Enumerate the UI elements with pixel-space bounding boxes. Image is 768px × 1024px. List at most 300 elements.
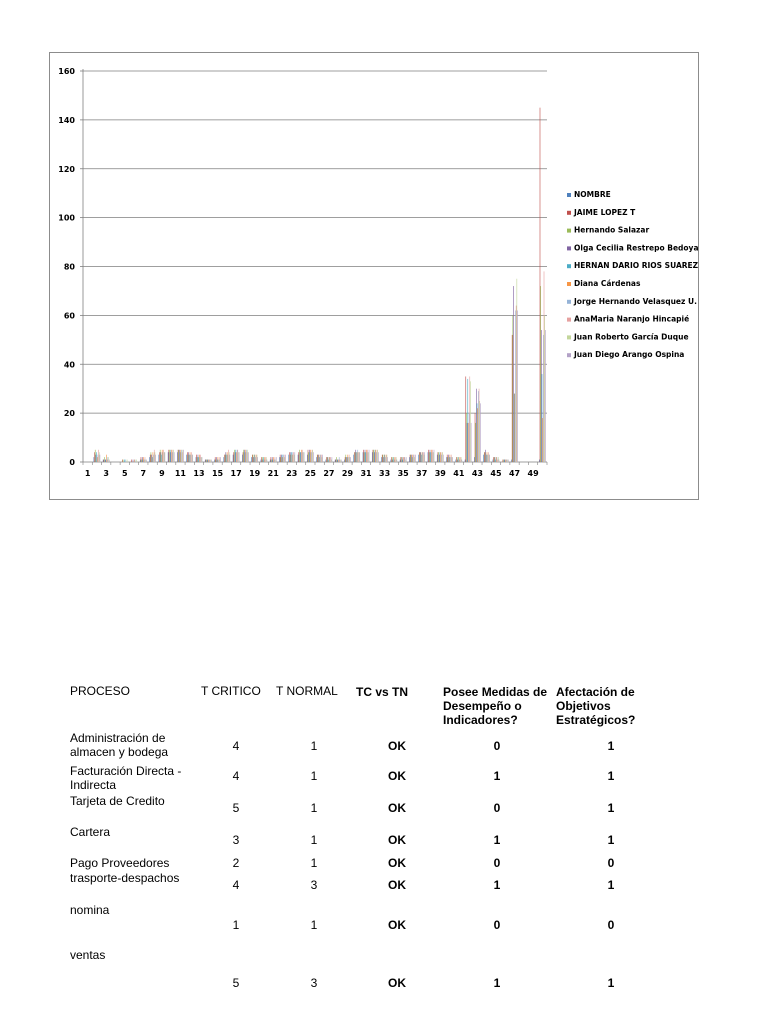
bar bbox=[489, 455, 490, 462]
bar bbox=[192, 455, 193, 462]
bar bbox=[516, 306, 517, 462]
bar bbox=[403, 457, 404, 462]
bar bbox=[264, 457, 265, 462]
bar bbox=[487, 452, 488, 462]
bar bbox=[211, 460, 212, 462]
bar bbox=[227, 452, 228, 462]
bar bbox=[404, 457, 405, 462]
bar bbox=[349, 455, 350, 462]
bar bbox=[200, 457, 201, 462]
x-tick-label: 13 bbox=[193, 469, 205, 478]
bar bbox=[226, 455, 227, 462]
bar bbox=[291, 452, 292, 462]
bar bbox=[233, 452, 234, 462]
bar bbox=[322, 457, 323, 462]
bar bbox=[420, 452, 421, 462]
bar bbox=[198, 457, 199, 462]
bar bbox=[359, 452, 360, 462]
bar bbox=[180, 452, 181, 462]
bar bbox=[234, 450, 235, 462]
bar bbox=[434, 450, 435, 462]
row-tc-vs-tn: OK bbox=[388, 801, 406, 815]
bar bbox=[359, 452, 360, 462]
bar bbox=[339, 457, 340, 462]
bar bbox=[168, 450, 169, 462]
legend-label: JAIME LOPEZ T bbox=[574, 207, 636, 217]
bar bbox=[245, 452, 246, 462]
bar bbox=[122, 460, 123, 462]
legend-label: HERNAN DARIO RIOS SUAREZ bbox=[574, 261, 699, 271]
bar bbox=[197, 457, 198, 462]
bar bbox=[256, 455, 257, 462]
bar bbox=[468, 423, 469, 462]
bar bbox=[310, 452, 311, 462]
bar bbox=[503, 460, 504, 462]
y-tick-label: 80 bbox=[63, 262, 75, 272]
bar bbox=[355, 452, 356, 462]
bar bbox=[409, 457, 410, 462]
row-t-critico: 5 bbox=[232, 976, 240, 990]
bar bbox=[395, 457, 396, 462]
legend-label: Juan Roberto García Duque bbox=[574, 332, 689, 342]
bar bbox=[274, 460, 275, 462]
bar bbox=[423, 452, 424, 462]
bar bbox=[171, 450, 172, 462]
bar bbox=[365, 450, 366, 462]
bar bbox=[450, 457, 451, 462]
bar bbox=[266, 457, 267, 462]
bar bbox=[105, 460, 106, 462]
y-tick-label: 140 bbox=[58, 115, 75, 125]
bar bbox=[392, 457, 393, 462]
bar bbox=[512, 335, 513, 462]
bar bbox=[270, 460, 271, 462]
bar bbox=[424, 452, 425, 462]
bar bbox=[163, 450, 164, 462]
bar bbox=[383, 457, 384, 462]
bar bbox=[373, 450, 374, 462]
bar bbox=[180, 450, 181, 462]
bar bbox=[347, 455, 348, 462]
bar bbox=[190, 452, 191, 462]
row-proceso-cont: almacen y bodega bbox=[70, 745, 169, 759]
row-t-normal: 3 bbox=[310, 878, 318, 892]
bar bbox=[312, 450, 313, 462]
bar bbox=[395, 460, 396, 462]
legend-swatch bbox=[567, 282, 571, 286]
x-tick-label: 29 bbox=[341, 469, 354, 478]
bar bbox=[146, 460, 147, 462]
bar bbox=[309, 450, 310, 462]
bar bbox=[448, 457, 449, 462]
bar bbox=[153, 455, 154, 462]
bar bbox=[141, 460, 142, 462]
bar bbox=[248, 452, 249, 462]
bar bbox=[462, 460, 463, 462]
row-t-critico: 3 bbox=[232, 833, 240, 847]
bar bbox=[412, 455, 413, 462]
bar bbox=[262, 457, 263, 462]
bar bbox=[98, 450, 99, 462]
bar bbox=[485, 450, 486, 462]
row-t-critico: 5 bbox=[232, 801, 240, 815]
bar bbox=[542, 418, 543, 462]
bar bbox=[243, 452, 244, 462]
bar bbox=[469, 376, 470, 462]
bar bbox=[494, 457, 495, 462]
x-tick-label: 17 bbox=[230, 469, 242, 478]
bar bbox=[220, 460, 221, 462]
bar bbox=[188, 455, 189, 462]
row-proceso-cont: Indirecta bbox=[70, 778, 117, 792]
row-afectacion: 0 bbox=[607, 918, 615, 932]
bar bbox=[253, 457, 254, 462]
legend-label: Hernando Salazar bbox=[574, 225, 650, 235]
bar bbox=[127, 460, 128, 462]
bar bbox=[337, 460, 338, 462]
bar bbox=[499, 460, 500, 462]
bar bbox=[467, 423, 468, 462]
bar bbox=[432, 452, 433, 462]
row-afectacion: 1 bbox=[607, 878, 615, 892]
bar bbox=[179, 450, 180, 462]
bar bbox=[515, 394, 516, 462]
bar bbox=[177, 452, 178, 462]
bar bbox=[320, 455, 321, 462]
y-tick-label: 120 bbox=[58, 164, 75, 174]
bar bbox=[421, 455, 422, 462]
bar bbox=[414, 455, 415, 462]
x-tick-label: 43 bbox=[471, 469, 483, 478]
bar bbox=[440, 452, 441, 462]
bar bbox=[143, 460, 144, 462]
bar bbox=[95, 450, 96, 462]
bar bbox=[391, 460, 392, 462]
bar bbox=[364, 452, 365, 462]
bar bbox=[471, 423, 472, 462]
bar bbox=[301, 450, 302, 462]
x-tick-label: 31 bbox=[360, 469, 372, 478]
bar bbox=[474, 457, 475, 462]
bar bbox=[332, 457, 333, 462]
bar bbox=[173, 450, 174, 462]
x-tick-label: 5 bbox=[121, 469, 128, 478]
header-t-critico: T CRITICO bbox=[201, 684, 261, 698]
bar bbox=[164, 452, 165, 462]
bar bbox=[247, 452, 248, 462]
bar bbox=[140, 460, 141, 462]
y-tick-label: 40 bbox=[63, 360, 75, 370]
x-tick-label: 27 bbox=[323, 469, 335, 478]
bar bbox=[109, 460, 110, 462]
bar bbox=[355, 450, 356, 462]
bar-chart bbox=[49, 52, 699, 500]
bar bbox=[293, 452, 294, 462]
row-proceso: Facturación Directa - bbox=[70, 764, 182, 778]
bar bbox=[496, 457, 497, 462]
y-tick-label: 0 bbox=[69, 458, 75, 467]
bar bbox=[515, 310, 516, 462]
row-t-normal: 1 bbox=[310, 856, 318, 870]
bar bbox=[298, 452, 299, 462]
bar bbox=[201, 457, 202, 462]
bar bbox=[292, 452, 293, 462]
bar bbox=[251, 457, 252, 462]
x-tick-label: 15 bbox=[211, 469, 224, 478]
bar bbox=[374, 452, 375, 462]
bar bbox=[441, 455, 442, 462]
bar bbox=[368, 452, 369, 462]
bar bbox=[497, 460, 498, 462]
legend-swatch bbox=[567, 318, 571, 322]
bar bbox=[484, 452, 485, 462]
bar bbox=[475, 423, 476, 462]
row-t-normal: 1 bbox=[310, 739, 318, 753]
bar bbox=[235, 450, 236, 462]
bar bbox=[135, 460, 136, 462]
bar bbox=[367, 452, 368, 462]
row-proceso: Tarjeta de Credito bbox=[70, 794, 165, 808]
bar bbox=[406, 457, 407, 462]
x-tick-label: 9 bbox=[159, 469, 165, 478]
bar bbox=[281, 457, 282, 462]
bar bbox=[330, 457, 331, 462]
bar bbox=[149, 457, 150, 462]
bar bbox=[505, 460, 506, 462]
bar bbox=[298, 455, 299, 462]
bar bbox=[415, 455, 416, 462]
row-medidas: 1 bbox=[493, 769, 501, 783]
bar bbox=[257, 457, 258, 462]
bar bbox=[206, 460, 207, 462]
row-tc-vs-tn: OK bbox=[388, 918, 406, 932]
bar bbox=[483, 455, 484, 462]
bar bbox=[401, 457, 402, 462]
bar bbox=[192, 455, 193, 462]
bar bbox=[216, 457, 217, 462]
header-afectacion-line1: Afectación de bbox=[556, 685, 635, 699]
bar bbox=[233, 455, 234, 462]
header-medidas-line3: Indicadores? bbox=[443, 713, 518, 727]
bar bbox=[386, 455, 387, 462]
bar bbox=[442, 452, 443, 462]
legend-label: Diana Cárdenas bbox=[574, 279, 641, 288]
bar bbox=[326, 460, 327, 462]
row-medidas: 1 bbox=[493, 976, 501, 990]
bar bbox=[495, 460, 496, 462]
bar bbox=[375, 450, 376, 462]
bar bbox=[465, 376, 466, 462]
bar bbox=[346, 457, 347, 462]
bar bbox=[290, 452, 291, 462]
bar bbox=[308, 450, 309, 462]
bar bbox=[402, 460, 403, 462]
header-tc-vs-tn: TC vs TN bbox=[356, 685, 409, 699]
bar bbox=[228, 455, 229, 462]
bar bbox=[480, 403, 481, 462]
bar bbox=[459, 457, 460, 462]
legend-swatch bbox=[567, 193, 571, 197]
bar bbox=[247, 450, 248, 462]
row-t-normal: 1 bbox=[310, 769, 318, 783]
bar bbox=[328, 457, 329, 462]
bar bbox=[181, 450, 182, 462]
y-tick-label: 60 bbox=[63, 311, 75, 321]
bar bbox=[428, 452, 429, 462]
bar bbox=[312, 450, 313, 462]
bar bbox=[182, 452, 183, 462]
bar bbox=[387, 455, 388, 462]
bar bbox=[299, 450, 300, 462]
bar bbox=[245, 450, 246, 462]
bar bbox=[106, 460, 107, 462]
row-proceso: Pago Proveedores bbox=[70, 856, 170, 870]
x-tick-label: 49 bbox=[527, 469, 539, 478]
bar bbox=[479, 401, 480, 462]
bar bbox=[331, 460, 332, 462]
bar bbox=[495, 457, 496, 462]
bar bbox=[123, 460, 124, 462]
x-tick-label: 23 bbox=[286, 469, 298, 478]
bar bbox=[235, 452, 236, 462]
bar bbox=[541, 330, 542, 462]
bar bbox=[477, 408, 478, 462]
bar bbox=[261, 460, 262, 462]
bar bbox=[143, 457, 144, 462]
bar bbox=[219, 457, 220, 462]
bar bbox=[384, 455, 385, 462]
bar bbox=[220, 457, 221, 462]
x-tick-label: 37 bbox=[416, 469, 428, 478]
bar bbox=[154, 450, 155, 462]
row-t-normal: 1 bbox=[310, 833, 318, 847]
row-afectacion: 0 bbox=[607, 856, 615, 870]
bar bbox=[285, 455, 286, 462]
bar bbox=[460, 457, 461, 462]
bar bbox=[170, 452, 171, 462]
bar bbox=[94, 452, 95, 462]
bar bbox=[155, 452, 156, 462]
bar bbox=[513, 286, 514, 462]
bar bbox=[159, 452, 160, 462]
legend-swatch bbox=[567, 353, 571, 357]
x-tick-label: 45 bbox=[490, 469, 502, 478]
bar bbox=[257, 455, 258, 462]
bar bbox=[404, 457, 405, 462]
bar bbox=[198, 455, 199, 462]
bar bbox=[99, 452, 100, 462]
row-medidas: 1 bbox=[493, 878, 501, 892]
bar bbox=[514, 394, 515, 462]
bar bbox=[335, 460, 336, 462]
bar bbox=[505, 460, 506, 462]
bar bbox=[365, 452, 366, 462]
bar bbox=[511, 460, 512, 462]
bar bbox=[411, 455, 412, 462]
bar bbox=[307, 455, 308, 462]
bar bbox=[438, 452, 439, 462]
bar bbox=[142, 457, 143, 462]
x-tick-label: 7 bbox=[140, 469, 147, 478]
bar bbox=[300, 452, 301, 462]
bar bbox=[465, 460, 466, 462]
bar bbox=[348, 457, 349, 462]
bar bbox=[356, 452, 357, 462]
row-afectacion: 1 bbox=[607, 801, 615, 815]
bar bbox=[170, 450, 171, 462]
bar bbox=[344, 460, 345, 462]
legend-label: Olga Cecilia Restrepo Bedoya bbox=[574, 243, 699, 253]
bar bbox=[294, 452, 295, 462]
header-medidas-line1: Posee Medidas de bbox=[443, 685, 548, 699]
bar bbox=[544, 271, 545, 462]
bar bbox=[261, 457, 262, 462]
bar bbox=[214, 460, 215, 462]
bar bbox=[366, 450, 367, 462]
bar bbox=[172, 452, 173, 462]
bar bbox=[442, 452, 443, 462]
bar bbox=[267, 460, 268, 462]
bar bbox=[281, 455, 282, 462]
bar bbox=[172, 450, 173, 462]
header-medidas-line2: Desempeño o bbox=[443, 699, 522, 713]
bar bbox=[540, 286, 541, 462]
bar bbox=[153, 452, 154, 462]
bar bbox=[183, 450, 184, 462]
bar bbox=[449, 457, 450, 462]
bar bbox=[440, 452, 441, 462]
row-medidas: 0 bbox=[493, 856, 501, 870]
bar bbox=[400, 457, 401, 462]
bar bbox=[507, 460, 508, 462]
bar bbox=[513, 315, 514, 462]
bar bbox=[420, 452, 421, 462]
bar bbox=[207, 460, 208, 462]
row-proceso: Cartera bbox=[70, 825, 111, 839]
legend-swatch bbox=[567, 246, 571, 250]
legend-label: NOMBRE bbox=[574, 190, 611, 199]
bar bbox=[174, 452, 175, 462]
bar bbox=[330, 457, 331, 462]
bar bbox=[479, 389, 480, 462]
bar bbox=[438, 452, 439, 462]
x-tick-label: 41 bbox=[453, 469, 465, 478]
row-t-critico: 4 bbox=[232, 878, 240, 892]
bar bbox=[169, 450, 170, 462]
bar bbox=[303, 452, 304, 462]
bar bbox=[107, 457, 108, 462]
bar bbox=[216, 460, 217, 462]
bar bbox=[451, 455, 452, 462]
bar bbox=[196, 457, 197, 462]
header-afectacion-line3: Estratégicos? bbox=[556, 713, 636, 727]
bar bbox=[310, 450, 311, 462]
bar bbox=[377, 450, 378, 462]
bar bbox=[410, 455, 411, 462]
bar bbox=[469, 413, 470, 462]
bar bbox=[125, 460, 126, 462]
bar bbox=[161, 452, 162, 462]
bar bbox=[455, 460, 456, 462]
bar bbox=[336, 457, 337, 462]
bar bbox=[302, 450, 303, 462]
bar bbox=[228, 450, 229, 462]
header-afectacion-line2: Objetivos bbox=[556, 699, 611, 713]
bar bbox=[456, 457, 457, 462]
bar bbox=[507, 460, 508, 462]
bar bbox=[104, 457, 105, 462]
bar bbox=[283, 455, 284, 462]
